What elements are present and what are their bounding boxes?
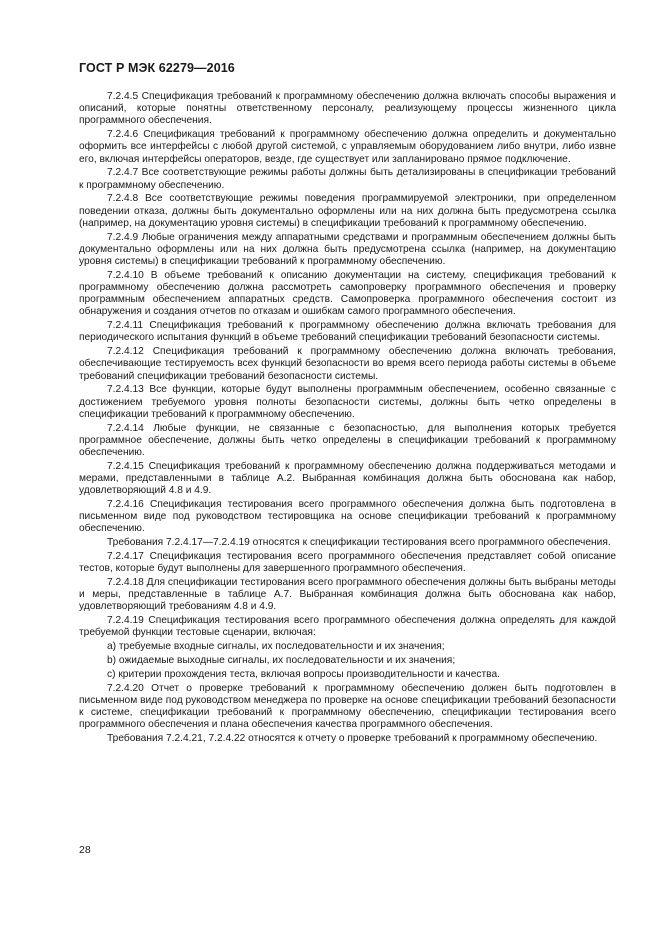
paragraph-7-2-4-12: 7.2.4.12 Спецификация требований к программному обеспечению должна включать требования, обеспечивающие тестируемость всех функций безопасности во время всего периода работы системы в объеме требований спецификации требований безопасности системы.	[79, 346, 616, 382]
paragraph-7-2-4-17: 7.2.4.17 Спецификация тестирования всего программного обеспечения представляет собой описание тестов, которые будут выполнены для завершенного программного обеспечения.	[79, 551, 616, 575]
paragraph-7-2-4-5: 7.2.4.5 Спецификация требований к программному обеспечению должна включать способы выражения и описаний, которые понятны ответственному персоналу, реализующему процессы жизненного цикла программного обеспечения.	[79, 91, 616, 127]
paragraph-7-2-4-15: 7.2.4.15 Спецификация требований к программному обеспечению должна поддерживаться методами и мерами, представленными в таблице А.2. Выбранная комбинация должна быть обоснована как набор, удовлетворяющий 4.8 и 4.9.	[79, 460, 616, 497]
paragraph-7-2-4-16: 7.2.4.16 Спецификация тестирования всего программного обеспечения должна быть подготовлена в письменном виде под руководством тестировщика на основе спецификации требований к программному обеспечению.	[79, 499, 616, 535]
paragraph-7-2-4-13: 7.2.4.13 Все функции, которые будут выполнены программным обеспечением, особенно связанные с достижением требуемого уровня полноты безопасности системы, должны быть четко определены в спецификации требований к программному обеспечению.	[79, 384, 616, 420]
paragraph-7-2-4-8: 7.2.4.8 Все соответствующие режимы поведения программируемой электроники, при определенном поведении отказа, должны быть документально оформлены или на них должна быть предусмотрена ссылка (например, на документацию уровня системы) в спецификации требований к программному обеспечению.	[79, 193, 616, 229]
paragraph-requirements-17-19: Требования 7.2.4.17—7.2.4.19 относятся к спецификации тестирования всего программного обеспечения.	[107, 537, 611, 549]
paragraph-7-2-4-19: 7.2.4.19 Спецификация тестирования всего программного обеспечения должна определять для каждой требуемой функции тестовые сценарии, включая:	[79, 615, 616, 639]
list-item-b: b) ожидаемые выходные сигналы, их последовательности и их значения;	[107, 655, 456, 667]
document-header: ГОСТ Р МЭК 62279—2016	[79, 61, 235, 75]
paragraph-requirements-21-22: Требования 7.2.4.21, 7.2.4.22 относятся к отчету о проверке требований к программному обеспечению.	[107, 733, 598, 745]
paragraph-7-2-4-10: 7.2.4.10 В объеме требований к описанию документации на систему, спецификация требований к программному обеспечению должна рассмотреть самопроверку программного обеспечения и проверку программным обеспечением аппаратных средств. Самопроверка программного обеспечения состоит из обнаружения и создания отчетов по отказам и ошибкам самого программного обеспечения.	[79, 269, 616, 318]
list-item-a: a) требуемые входные сигналы, их последовательности и их значения;	[107, 641, 445, 653]
paragraph-7-2-4-9: 7.2.4.9 Любые ограничения между аппаратными средствами и программным обеспечением должны быть документально оформлены или на них должна быть предусмотрена ссылка (например, на документацию уровня системы) в спецификации требований к программному обеспечению.	[79, 231, 616, 268]
paragraph-7-2-4-20: 7.2.4.20 Отчет о проверке требований к программному обеспечению должен быть подготовлен в письменном виде под руководством менеджера по проверке на основе спецификации требований безопасности к системе, спецификации требований к программному обеспечению, спецификации тестирования всего программного обеспечения и плана обеспечения качества программного обеспечения.	[79, 682, 616, 731]
document-body	[79, 91, 616, 747]
paragraph-7-2-4-14: 7.2.4.14 Любые функции, не связанные с безопасностью, для выполнения которых требуется программное обеспечение, должны быть четко определены в спецификации требований к программному обеспечению.	[79, 422, 616, 459]
paragraph-7-2-4-6: 7.2.4.6 Спецификация требований к программному обеспечению должна определить и документально оформить все интерфейсы с любой другой системой, с управляемым оборудованием либо внутри, либо извне его, включая интерфейсы операторов, везде, где существует или запланировано прямое подключение.	[79, 129, 616, 165]
paragraph-7-2-4-7: 7.2.4.7 Все соответствующие режимы работы должны быть детализированы в спецификации требований к программному обеспечению.	[79, 167, 616, 191]
paragraph-7-2-4-18: 7.2.4.18 Для спецификации тестирования всего программного обеспечения должны быть выбраны методы и меры, представленные в таблице А.7. Выбранная комбинация должна быть обоснована как набор, удовлетворяющий требованиям 4.8 и 4.9.	[79, 577, 616, 613]
paragraph-7-2-4-11: 7.2.4.11 Спецификация требований к программному обеспечению должна включать требования для периодического испытания функций в объеме требований спецификации требований безопасности системы.	[79, 320, 616, 344]
list-item-c: c) критерии прохождения теста, включая вопросы производительности и качества.	[107, 668, 500, 680]
page-number: 28	[79, 844, 91, 856]
